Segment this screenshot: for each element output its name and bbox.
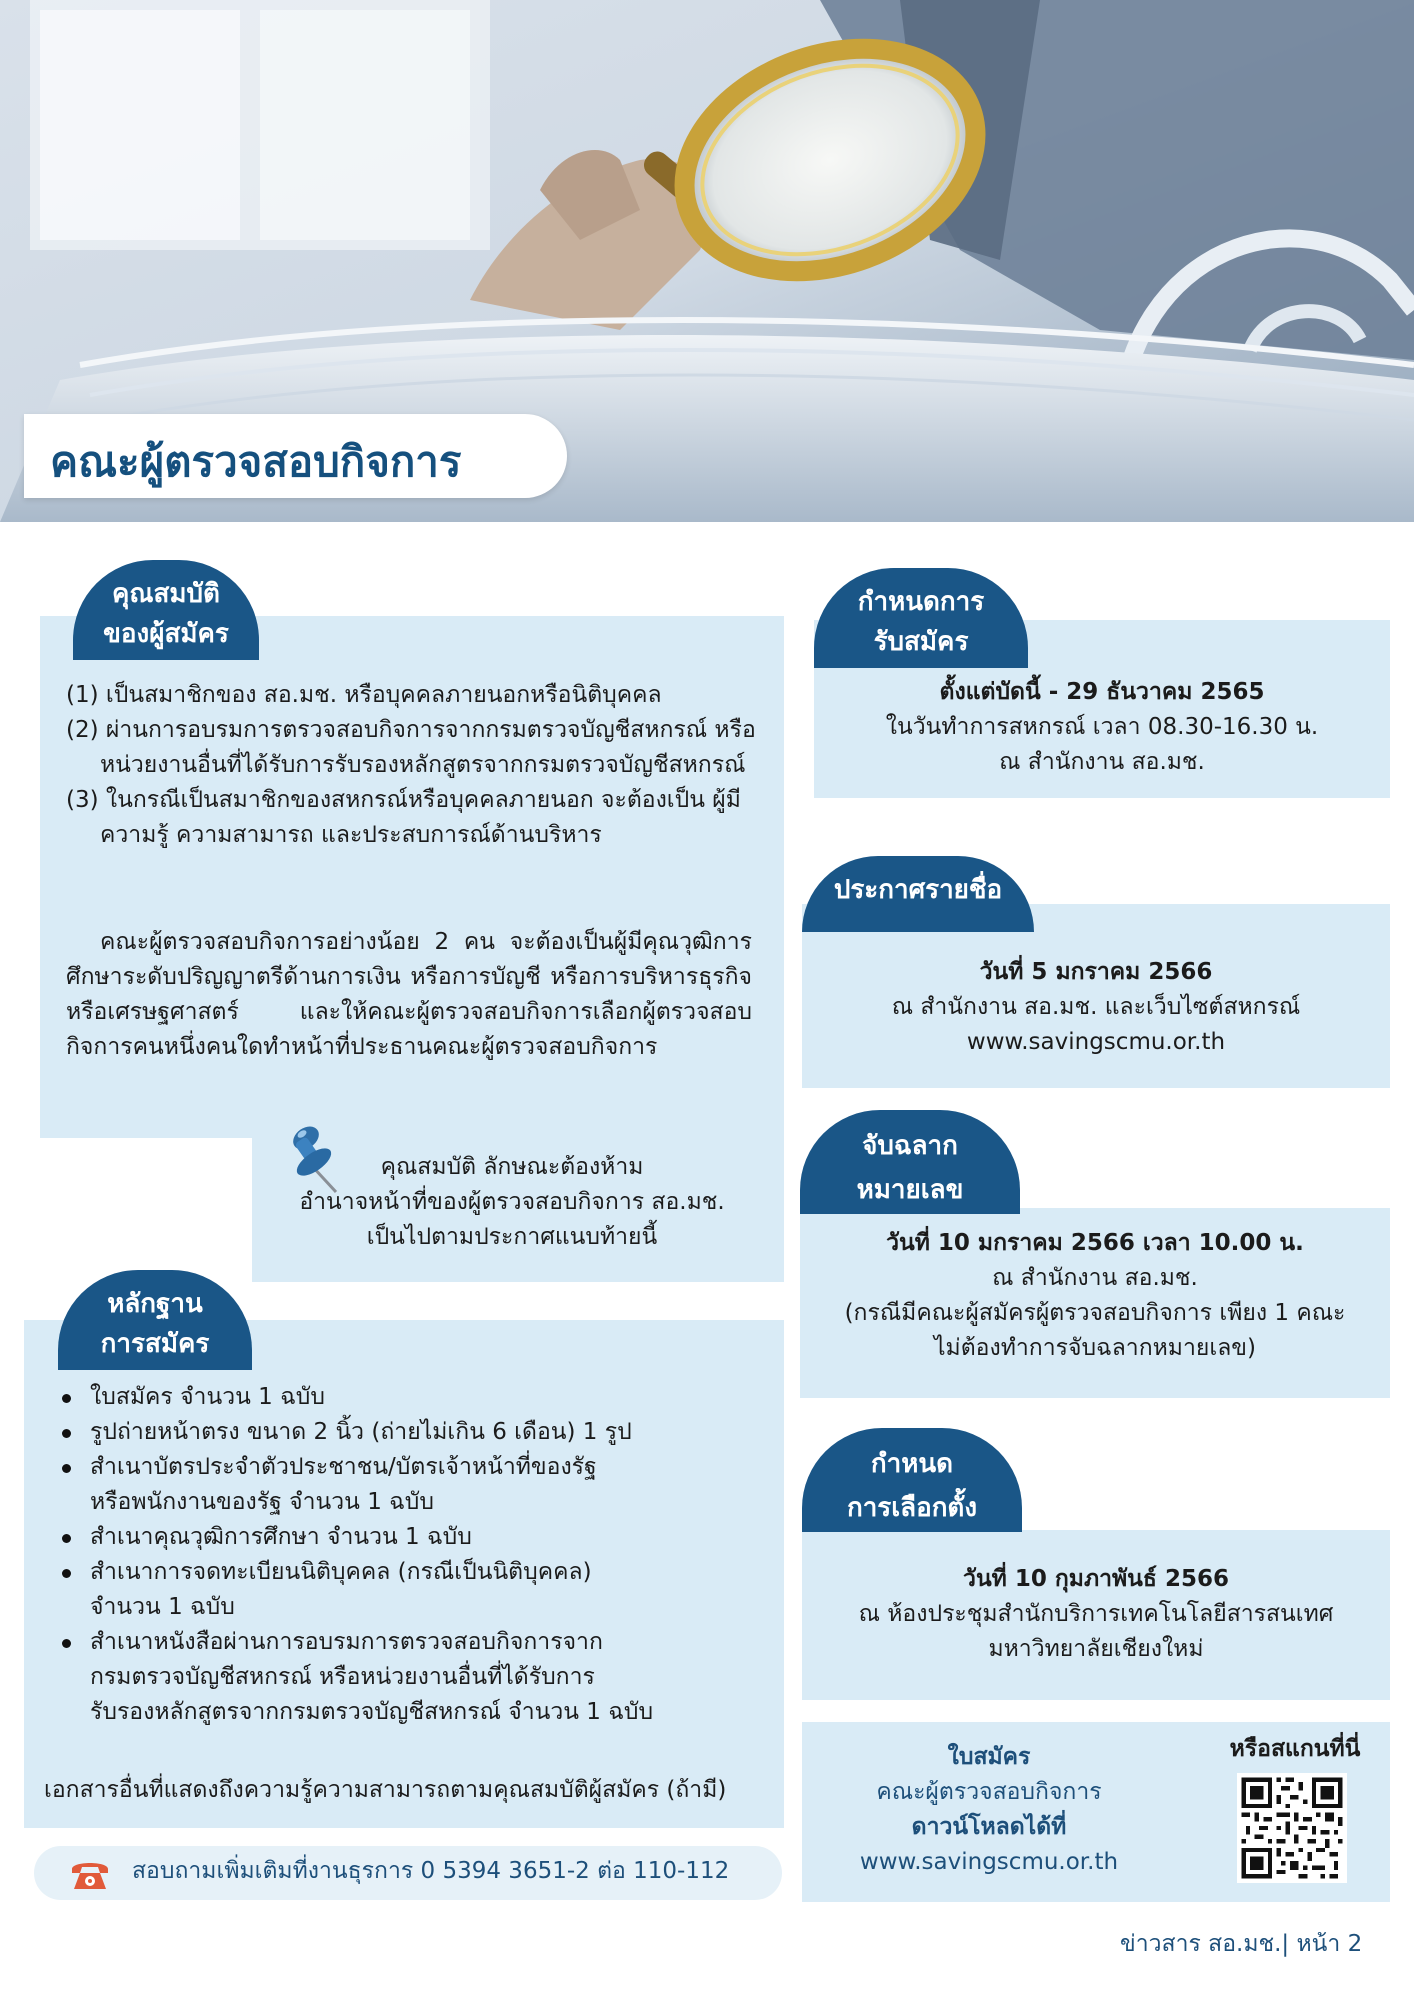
application-period-text: ตั้งแต่บัดนี้ - 29 ธันวาคม 2565 ในวันทำการสหกรณ์ เวลา 08.30-16.30 น. ณ สำนักงาน สอ.มช. (885, 679, 1319, 775)
qualifications-list (66, 678, 766, 853)
page-title: คณะผู้ตรวจสอบกิจการ (50, 437, 462, 486)
document-item: สำเนาบัตรประจำตัวประชาชน/บัตรเจ้าหน้าที่ของรัฐ หรือพนักงานของรัฐ จำนวน 1 ฉบับ (54, 1450, 754, 1520)
scan-label: หรือสแกนที่นี่ (1229, 1736, 1361, 1762)
phone-icon (70, 1855, 110, 1891)
lottery-tab: จับฉลาก หมายเลข (800, 1110, 1020, 1214)
qualification-item: (1) เป็นสมาชิกของ สอ.มช. หรือบุคคลภายนอกหรือนิติบุคคล (66, 682, 662, 708)
document-item: ใบสมัคร จำนวน 1 ฉบับ (54, 1380, 754, 1415)
download-link[interactable]: www.savingscmu.or.th (859, 1849, 1119, 1875)
document-item: สำเนาหนังสือผ่านการอบรมการตรวจสอบกิจการจาก กรมตรวจบัญชีสหกรณ์ หรือหน่วยงานอื่นที่ได้รับการ รับรองหลักสูตรจากกรมตรวจบัญชีสหกรณ์ จำนวน 1 ฉบับ (54, 1625, 754, 1730)
qualifications-tab: คุณสมบัติ ของผู้สมัคร (73, 560, 259, 660)
document-item: สำเนาการจดทะเบียนนิติบุคคล (กรณีเป็นนิติบุคคล) จำนวน 1 ฉบับ (54, 1555, 754, 1625)
document-item: รูปถ่ายหน้าตรง ขนาด 2 นิ้ว (ถ่ายไม่เกิน 6 เดือน) 1 รูป (54, 1415, 754, 1450)
documents-tab: หลักฐาน การสมัคร (58, 1270, 252, 1370)
announcement-tab: ประกาศรายชื่อ (802, 856, 1034, 932)
download-text: ใบสมัคร คณะผู้ตรวจสอบกิจการ ดาวน์โหลดได้ที่ www.savingscmu.or.th (828, 1740, 1150, 1880)
documents-extra: เอกสารอื่นที่แสดงถึงความรู้ความสามารถตามคุณสมบัติผู้สมัคร (ถ้ามี) (44, 1777, 727, 1803)
documents-list (54, 1380, 754, 1730)
lottery-text: วันที่ 10 มกราคม 2566 เวลา 10.00 น. ณ สำนักงาน สอ.มช. (กรณีมีคณะผู้สมัครผู้ตรวจสอบกิจการ เพียง 1 คณะ ไม่ต้องทำการจับฉลากหมายเลข) (844, 1230, 1346, 1361)
election-tab: กำหนด การเลือกตั้ง (802, 1428, 1022, 1532)
document-item: สำเนาคุณวุฒิการศึกษา จำนวน 1 ฉบับ (54, 1520, 754, 1555)
qualification-item: (2) ผ่านการอบรมการตรวจสอบกิจการจากกรมตรวจบัญชีสหกรณ์ หรือหน่วยงานอื่นที่ได้รับการรับรองหลักสูตรจากกรมตรวจบัญชีสหกรณ์ (66, 717, 756, 778)
qr-code[interactable] (1237, 1773, 1347, 1883)
announcement-text: วันที่ 5 มกราคม 2566 ณ สำนักงาน สอ.มช. และเว็บไซต์สหกรณ์ www.savingscmu.or.th (891, 959, 1301, 1055)
contact-bar (34, 1846, 782, 1900)
hero-banner (0, 0, 1414, 522)
qualifications-note: คุณสมบัติ ลักษณะต้องห้าม อำนาจหน้าที่ของผู้ตรวจสอบกิจการ สอ.มช. เป็นไปตามประกาศแนบท้ายนี้ (299, 1154, 725, 1250)
application-period-tab: กำหนดการ รับสมัคร (814, 568, 1028, 668)
qualification-item: (3) ในกรณีเป็นสมาชิกของสหกรณ์หรือบุคคลภายนอก จะต้องเป็น ผู้มีความรู้ ความสามารถ และประสบการณ์ด้านบริหาร (66, 787, 741, 848)
election-text: วันที่ 10 กุมภาพันธ์ 2566 ณ ห้องประชุมสำนักบริการเทคโนโลยีสารสนเทศ มหาวิทยาลัยเชียงใหม่ (858, 1566, 1334, 1662)
page-title-pill (24, 414, 567, 498)
contact-text: สอบถามเพิ่มเติมที่งานธุรการ 0 5394 3651-2 ต่อ 110-112 (132, 1858, 730, 1884)
qualifications-paragraph: คณะผู้ตรวจสอบกิจการอย่างน้อย 2 คน จะต้องเป็นผู้มีคุณวุฒิการศึกษาระดับปริญญาตรีด้านการเงิน หรือการบัญชี หรือการบริหารธุรกิจ หรือเศรษฐศาสตร์ และให้คณะผู้ตรวจสอบกิจการเลือกผู้ตรวจสอบกิจการคนหนึ่งคนใดทำหน้าที่ประธานคณะผู้ตรวจสอบกิจการ (66, 929, 752, 1060)
page-footer: ข่าวสาร สอ.มช.| หน้า 2 (1120, 1931, 1363, 1957)
